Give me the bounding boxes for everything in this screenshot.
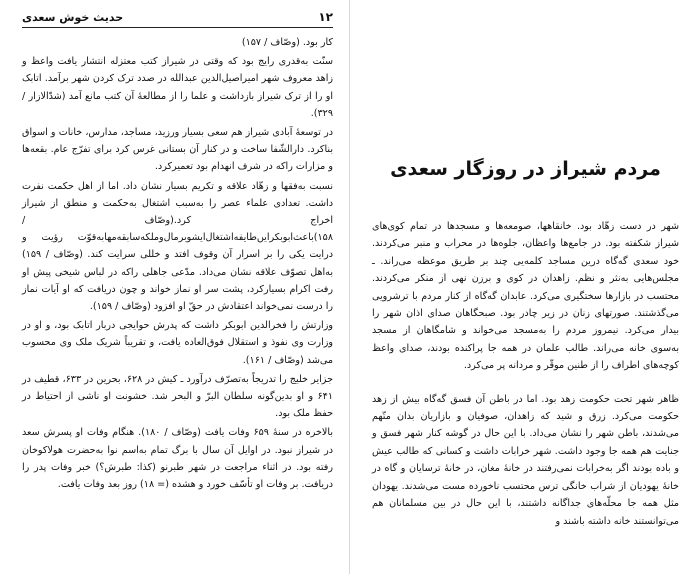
paragraph: در توسعهٔ آبادی شیراز هم سعی بسیار ورزید، مساجد، مدارس، خانات و اسواق بناکرد. دارالشّفا ساخت و در کنار آن بستانی غرس کرد برای تفرّج عام. بقعه‌ها و مزارات راکه در شرف انهدام بود تعمیرکرد. (22, 127, 333, 173)
running-head-title: حدیث خوش سعدی (22, 11, 124, 24)
paragraph: وزارتش را فخرالدین ابوبکر داشت که پدرش حوایجی دربار اتابک بود، و او در وزارت وی نفوذ و استقلال فوق‌العاده یافت، و تقریباً شریک ملک وی محسوب می‌شد (وصّاف / ۱۶۱). (22, 320, 333, 366)
left-page (0, 0, 349, 574)
right-page-body (372, 218, 679, 530)
paragraph: ظاهر شهر تحت حکومت زهد بود. اما در باطن آن فسق گه‌گاه بیش از زهد حکومت می‌کرد. زرق و شید که زاهدان، صوفیان و بازاریان بدان متّهم می‌شدند، باطن شهر را نشان می‌داد. با این حال در گوشه کنار شهر فسق و جنایت هم همه جا وجود داشت. شهر خرابات داشت و کسانی که طالب عیش و باده بودند اگر به‌خرابات نمی‌رفتند در خانهٔ مغان، در خانهٔ ترسایان و گاه در خانهٔ یهودیان از شراب خانگی ترس محتسب ناخورده مست می‌شدند. یهودان مثل همه جا محلّه‌های جداگانه داشتند، با این حال در بین مسلمانان هم می‌توانستند خانه داشته باشند و (372, 393, 679, 527)
left-page-body (22, 34, 333, 493)
page-number: ۱۲ (318, 10, 333, 24)
paragraph: سنّت به‌قدری رایج بود که وقتی در شیراز کتب معتزله انتشار یافت واعظ و زاهد معروف شهر امیراصیل‌الدین عبدالله در صدد ترک کردن شهر برآمد. اتابک او را از ترک شیراز بازداشت و علما را از مطالعهٔ آن کتب مانع آمد (شدّالازار / ۳۲۹). (22, 56, 333, 119)
paragraph: بالاخره در سنهٔ ۶۵۹ وفات یافت (وصّاف / ۱۸۰). هنگام وفات او پسرش سعد در شیراز نبود. در اوایل آن سال با برگ تمام به‌اسم نوا به‌حضرت هولاکوخان رفته بود. در اثناء مراجعت در شهر طبرنو (کذا: طبرش؟) خبر وفات پدر را دریافت. بر وفات او تأسّف خورد و هشده (= ۱۸) روز بعد وفات یافت. (22, 427, 333, 491)
right-page (350, 0, 699, 574)
paragraph: شهر در دست زهّاد بود. خانقاهها، صومعه‌ها و مسجدها در تمام کوی‌های شیراز شکفته بود. در جامع‌ها واعظان، جلوه‌ها در محراب و منبر می‌کردند. خود سعدی گه‌گاه درین مساجد کلمه‌یی چند بر طریق موعظه می‌راند. ـ مجلس‌هایی به‌نثر و نظم. زاهدان در کوی و برزن نهی از منکر می‌کردند. محتسب در بازارها سختگیری می‌کرد. عابدان گه‌گاه از کنار مردم با ترشرویی می‌گذشتند. صورتهای زنان در زیر چادر بود. صبحگاهان صدای اذان شهر را بیدار می‌کرد. نیمروز مردم را به‌مسجد می‌خواند و شامگاهان از مسجد به‌سوی خانه می‌راند. طالب علمان در همه جا پراکنده بودند، صدای واعظ کوچه‌های اطراف را از طنین موقّر و مردانه پر می‌کرد. (372, 221, 679, 372)
paragraph: نسبت به‌فقها و زهّاد علاقه و تکریم بسیار نشان داد. اما از اهل حکمت نفرت داشت. تعدادی علماء عصر را به‌سبب اشتغال به‌حکمت و منطق از شیراز اخراج کرد.(وصّاف / ۱۵۸)باعث‌ابوبکرایں‌طایفه‌اشتغال‌ایشوبرمال‌وملکه‌سابقه‌مهابه‌قوّت رؤیت و درایت یکی را بر اسرار آن وقوف افتد و خللی سرایت کند. (وصّاف / ۱۵۹) به‌اهل تصوّف علاقه نشان می‌داد. مدّعی جاهلی راکه در لباس شیخی پیش او رفت اکرام بسیارکرد، پشت سر او نماز خواند و چون دریافت که او آیات نماز را درست نمی‌خواند اعتقادش در حقّ او افزود (وصّاف / ۱۵۹). (22, 180, 333, 313)
running-head (22, 10, 333, 28)
paragraph: کار بود. (وصّاف / ۱۵۷) (241, 37, 333, 48)
paragraph: جزایر خلیج را تدریجاً به‌تصرّف درآورد ـ کیش در ۶۲۸، بحرین در ۶۳۳، قطیف در ۶۴۱ و او بدین‌گونه سلطان البرّ و البحر شد. خشونت او ناشی از احتیاط در حفظ ملک بود. (22, 373, 333, 420)
chapter-title: مردم شیراز در روزگار سعدی (390, 158, 661, 180)
